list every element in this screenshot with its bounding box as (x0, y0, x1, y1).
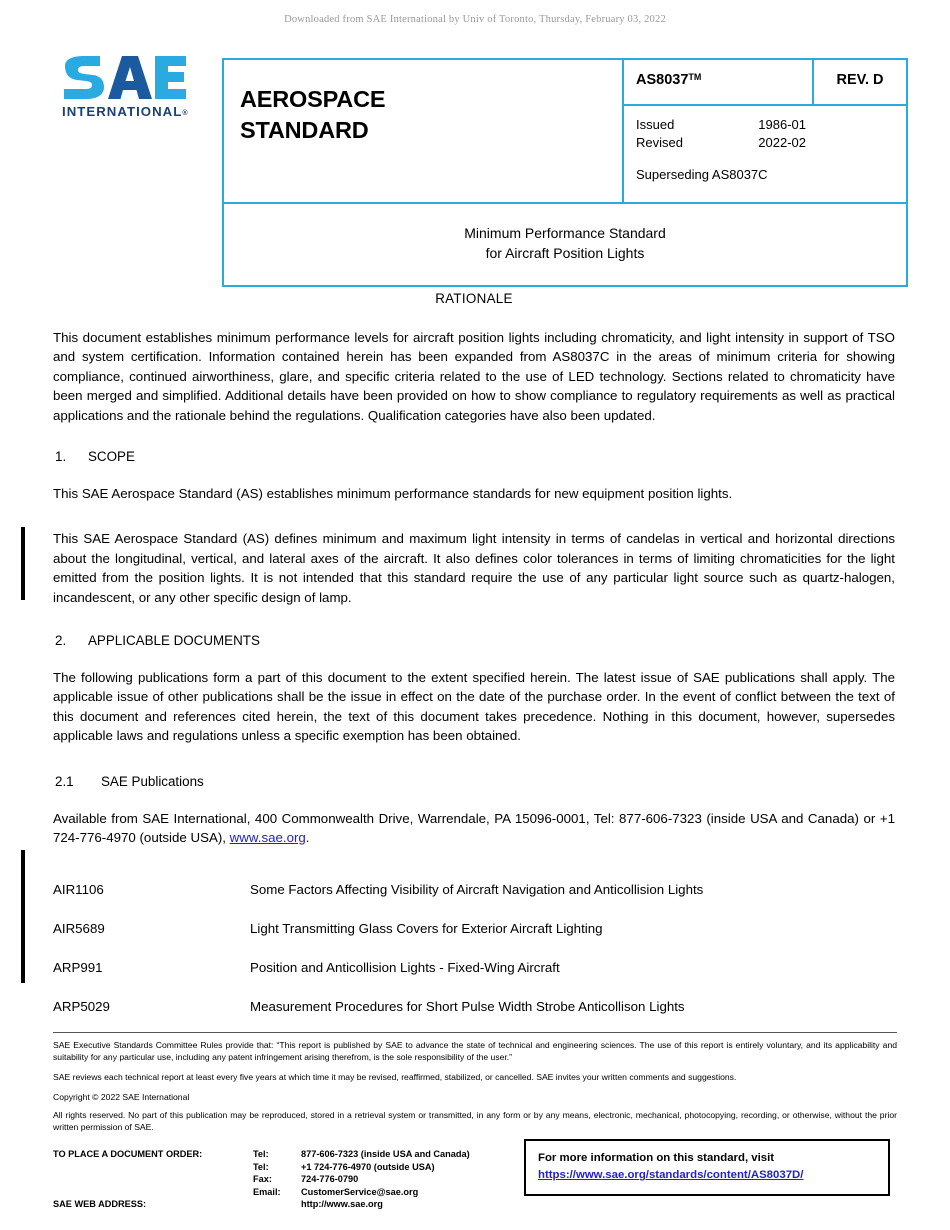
sae-logo-wordmark: INTERNATIONAL® (62, 104, 189, 119)
copyright-text: Copyright © 2022 SAE International (53, 1091, 190, 1102)
sae-logo-icon (62, 55, 188, 100)
order-value: 724-776-0790 (301, 1174, 359, 1185)
document-number: AS8037™ (624, 60, 814, 104)
order-row-web (53, 1198, 523, 1211)
issued-date: 1986-01 (758, 117, 806, 132)
section-2-title: APPLICABLE DOCUMENTS (88, 633, 260, 649)
committee-rules-text: SAE Executive Standards Committee Rules provide that: “This report is published by SAE to advance the state of technical and engineering sciences. The use of this report is entirely voluntary, and its applicability and suitability for any particular use, including any patent infringement arising therefrom, is the sole responsibility of the user.” (53, 1040, 897, 1062)
order-spacer (53, 1161, 253, 1174)
reference-code: AIR5689 (53, 920, 105, 936)
rights-reserved-text: All rights reserved. No part of this publication may be reproduced, stored in a retrieval system or transmitted, in any form or by any means, electronic, mechanical, photocopying, recording, or otherwise, without the prior written permission of SAE. (53, 1110, 897, 1133)
trademark-mark: TM (688, 72, 702, 82)
order-value: 877-606-7323 (inside USA and Canada) (301, 1149, 470, 1159)
standard-url-link[interactable]: https://www.sae.org/standards/content/AS8037D/ (538, 1169, 804, 1182)
reference-title: Light Transmitting Glass Covers for Exterior Aircraft Lighting (250, 920, 603, 936)
document-number-row (624, 60, 906, 106)
doc-type-line-2: STANDARD (240, 117, 369, 144)
order-key: Tel: (253, 1149, 269, 1159)
revised-label: Revised (636, 135, 683, 151)
availability-period: . (305, 830, 310, 846)
document-type-title (240, 84, 622, 146)
section-2-1-number: 2.1 (55, 773, 74, 789)
issued-label: Issued (636, 117, 675, 132)
rationale-heading: RATIONALE (435, 291, 513, 306)
document-subtitle-box (222, 202, 908, 287)
order-row-tel-domestic (53, 1148, 523, 1161)
list-item (53, 921, 895, 936)
document-type-cell (224, 60, 624, 202)
order-key: Fax: (253, 1174, 272, 1185)
sae-org-link[interactable]: www.sae.org (229, 830, 306, 846)
order-spacer (53, 1173, 253, 1186)
list-item (53, 882, 895, 897)
section-2-heading (53, 633, 895, 648)
reference-title: Position and Anticollision Lights - Fixed-Wing Aircraft (250, 959, 560, 975)
more-information-box (524, 1139, 890, 1196)
document-header-box (222, 58, 908, 204)
download-watermark: Downloaded from SAE International by Univ of Toronto, Thursday, February 03, 2022 (284, 14, 666, 25)
availability-paragraph (53, 809, 895, 848)
doc-type-line-1: AEROSPACE (240, 86, 386, 112)
change-bar-scope (21, 527, 25, 600)
list-item (53, 960, 895, 975)
document-dates (624, 106, 906, 153)
availability-text: Available from SAE International, 400 Commonwealth Drive, Warrendale, PA 15096-0001, Tel: 877-606-7323 (inside USA and Canada) or +1 724-776-4970 (outside USA), (53, 810, 895, 846)
order-key: Email: (253, 1186, 281, 1197)
order-row-tel-international (53, 1161, 523, 1174)
order-spacer (53, 1186, 253, 1199)
reference-code: ARP991 (53, 959, 103, 975)
order-value: +1 724-776-4970 (outside USA) (301, 1161, 435, 1172)
order-row-email (53, 1186, 523, 1199)
section-2-1-title: SAE Publications (101, 773, 204, 789)
order-spacer (253, 1198, 301, 1211)
review-note-text: SAE reviews each technical report at least every five years at which time it may be revised, reaffirmed, stabilized, or cancelled. SAE invites your written comments and suggestions. (53, 1071, 737, 1082)
web-address-value: http://www.sae.org (301, 1199, 383, 1210)
rationale-body: This document establishes minimum performance levels for aircraft position lights including chromaticity, and light intensity in support of TSO and system certification. Information contained herein has been expanded from AS8037C in the areas of minimum criteria for showing compliance, continued airworthiness, glare, and specific criteria related to the use of LED technology. Sections related to chromaticity have been merged and simplified. Additional details have been provided on how to show compliance to regulatory requirements as well as practical applications and the rationale behind the regulations. Qualification categories have also been updated. (53, 330, 895, 423)
section-2-1-heading (53, 774, 895, 789)
change-bar-references (21, 850, 25, 983)
section-1-heading (53, 449, 895, 464)
order-label: TO PLACE A DOCUMENT ORDER: (53, 1149, 203, 1159)
sae-logo (62, 55, 202, 119)
reference-code: AIR1106 (53, 881, 104, 897)
order-key: Tel: (253, 1161, 269, 1172)
applicable-documents-paragraph: The following publications form a part of this document to the extent specified herein. The latest issue of SAE publications shall apply. The applicable issue of other publications shall be the issue in effect on the date of the purchase order. In the event of conflict between the text of this document and references cited herein, the text of this document takes precedence. Nothing in this document, however, supersedes applicable laws and regulations unless a specific exemption has been obtained. (53, 670, 895, 744)
section-1-number: 1. (55, 449, 67, 465)
revised-date: 2022-02 (758, 135, 806, 151)
document-body (53, 291, 895, 1038)
subtitle-line-1: Minimum Performance Standard (464, 225, 666, 241)
section-2-number: 2. (55, 633, 67, 649)
web-address-label: SAE WEB ADDRESS: (53, 1199, 147, 1210)
document-meta-cell (624, 60, 906, 202)
section-1-title: SCOPE (88, 449, 135, 465)
document-revision: REV. D (836, 72, 884, 88)
reference-list (53, 882, 895, 1014)
scope-paragraph-1: This SAE Aerospace Standard (AS) establishes minimum performance standards for new equipment position lights. (53, 486, 733, 502)
scope-paragraph-2: This SAE Aerospace Standard (AS) defines minimum and maximum light intensity in terms of candelas in vertical and horizontal directions about the longitudinal, vertical, and lateral axes of the aircraft. It also defines color tolerances in terms of limiting chromaticities for the light emitted from the position lights. It is not intended that this standard require the use of any particular light source such as quartz-halogen, incandescent, or any other specific design of lamp. (53, 531, 895, 605)
reference-code: ARP5029 (53, 998, 110, 1014)
more-information-label: For more information on this standard, visit (538, 1152, 775, 1164)
order-value: CustomerService@sae.org (301, 1186, 419, 1197)
superseding-note: Superseding AS8037C (636, 166, 768, 182)
reference-title: Measurement Procedures for Short Pulse Width Strobe Anticollison Lights (250, 998, 685, 1014)
footer-legal (53, 1032, 897, 1142)
order-row-fax (53, 1173, 523, 1186)
subtitle-line-2: for Aircraft Position Lights (485, 245, 645, 262)
reference-title: Some Factors Affecting Visibility of Aircraft Navigation and Anticollision Lights (250, 881, 704, 897)
footer-divider (53, 1032, 897, 1033)
list-item (53, 999, 895, 1014)
